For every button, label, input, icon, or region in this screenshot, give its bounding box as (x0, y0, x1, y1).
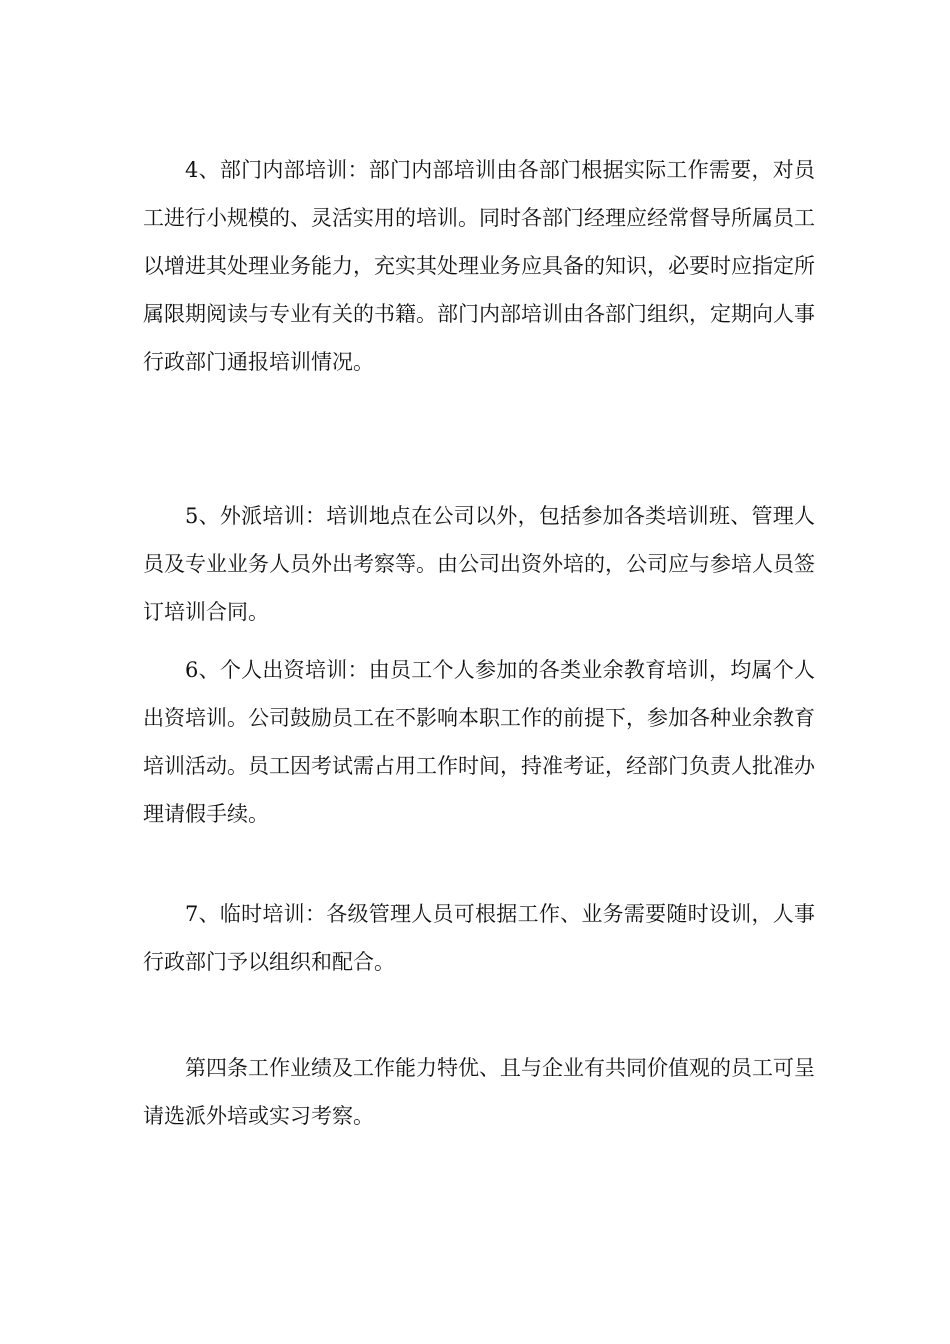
paragraph-temporary-training: 7、临时培训：各级管理人员可根据工作、业务需要随时设训，人事行政部门予以组织和配合。 (143, 902, 815, 974)
paragraph-self-funded-training: 6、个人出资培训：由员工个人参加的各类业余教育培训，均属个人出资培训。公司鼓励员工在不影响本职工作的前提下，参加各种业余教育培训活动。员工因考试需占用工作时间，持准考证，经部门负责人批准办理请假手续。 (143, 658, 815, 826)
paragraph-external-training: 5、外派培训：培训地点在公司以外，包括参加各类培训班、管理人员及专业业务人员外出考察等。由公司出资外培的，公司应与参培人员签订培训合同。 (143, 504, 815, 624)
paragraph-article-four: 第四条工作业绩及工作能力特优、且与企业有共同价值观的员工可呈请选派外培或实习考察。 (143, 1056, 815, 1128)
paragraph-department-internal-training: 4、部门内部培训：部门内部培训由各部门根据实际工作需要，对员工进行小规模的、灵活实用的培训。同时各部门经理应经常督导所属员工以增进其处理业务能力，充实其处理业务应具备的知识，必要时应指定所属限期阅读与专业有关的书籍。部门内部培训由各部门组织，定期向人事行政部门通报培训情况。 (143, 158, 815, 374)
